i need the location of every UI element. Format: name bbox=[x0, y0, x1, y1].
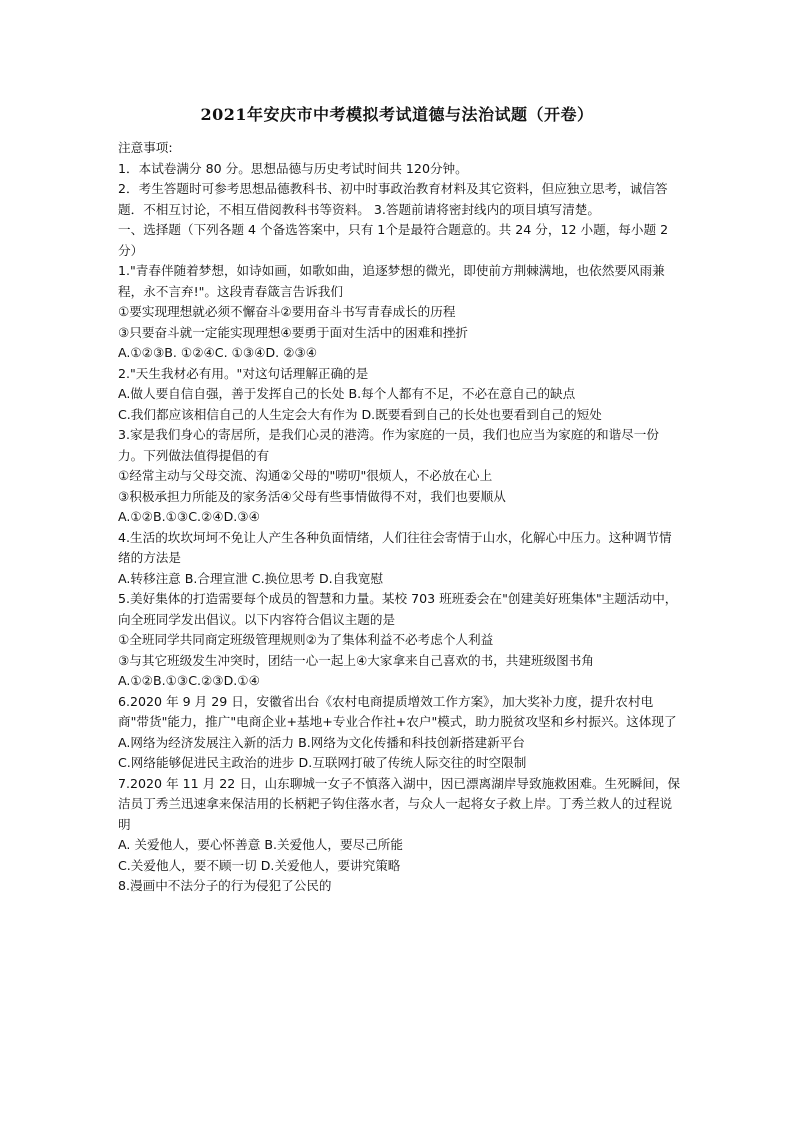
question-options: C.我们都应该相信自己的人生定会大有作为 D.既要看到自己的长处也要看到自己的短处 bbox=[118, 406, 602, 422]
notice-heading: 注意事项: bbox=[118, 140, 173, 155]
question-statement: ①全班同学共同商定班级管理规则②为了集体利益不必考虑个人利益 bbox=[118, 632, 494, 647]
question-stem: 6.2020 年 9 月 29 日，安徽省出台《农村电商提质增效工作方案》，加大奖补力度，提升农村电商"带货"能力，推广"电商企业+基地+专业合作社+农户"模式，助力脱贫攻坚和乡村振兴。这体现了 bbox=[118, 693, 677, 729]
question-statement: ③只要奋斗就一定能实现理想④要勇于面对生活中的困难和挫折 bbox=[118, 324, 469, 340]
question-options: C.关爱他人，要不顾一切 D.关爱他人，要讲究策略 bbox=[118, 857, 401, 873]
question-options: A.①②B.①③C.②③D.①④ bbox=[118, 673, 260, 688]
question-statement: ①经常主动与父母交流、沟通②父母的"唠叨"很烦人，不必放在心上 bbox=[118, 468, 493, 483]
section-heading: 一、选择题（下列各题 4 个备选答案中，只有 1个是最符合题意的。共 24 分，12 小题，每小题 2分） bbox=[118, 222, 669, 258]
question-options: A.①②③B. ①②④C. ①③④D. ②③④ bbox=[118, 345, 318, 360]
question-statement: ①要实现理想就必须不懈奋斗②要用奋斗书写青春成长的历程 bbox=[118, 304, 456, 319]
question-options: A.做人要自信自强，善于发挥自己的长处 B.每个人都有不足，不必在意自己的缺点 bbox=[118, 386, 576, 401]
question-stem: 4.生活的坎坎坷坷不免让人产生各种负面情绪，人们往往会寄情于山水，化解心中压力。这种调节情绪的方法是 bbox=[118, 529, 672, 565]
question-options: A.转移注意 B.合理宣泄 C.换位思考 D.自我宽慰 bbox=[118, 570, 384, 586]
question-options: C.网络能够促进民主政治的进步 D.互联网打破了传统人际交往的时空限制 bbox=[118, 755, 527, 770]
notice-item: 1．本试卷满分 80 分。思想品德与历史考试时间共 120分钟。 bbox=[118, 160, 468, 176]
question-options: A.网络为经济发展注入新的活力 B.网络为文化传播和科技创新搭建新平台 bbox=[118, 734, 525, 750]
question-stem: 5.美好集体的打造需要每个成员的智慧和力量。某校 703 班班委会在"创建美好班集体"主题活动中，向全班同学发出倡议。以下内容符合倡议主题的是 bbox=[118, 591, 678, 627]
question-stem: 7.2020 年 11 月 22 日，山东聊城一女子不慎落入湖中，因已漂离湖岸导致施救困难。生死瞬间，保洁员丁秀兰迅速拿来保洁用的长柄耙子钩住落水者，与众人一起将女子救上岸。丁秀兰救人的过程说明 bbox=[118, 775, 681, 832]
question-stem: 1."青春伴随着梦想，如诗如画，如歌如曲，追逐梦想的微光，即使前方荆棘满地，也依然要风雨兼程，永不言弃!"。这段青春箴言告诉我们 bbox=[118, 263, 665, 299]
question-options: A.①②B.①③C.②④D.③④ bbox=[118, 509, 260, 524]
question-stem: 2."天生我材必有用。"对这句话理解正确的是 bbox=[118, 365, 369, 381]
question-stem: 3.家是我们身心的寄居所，是我们心灵的港湾。作为家庭的一员，我们也应当为家庭的和谐尽一份力。下列做法值得提倡的有 bbox=[118, 427, 659, 463]
exam-content bbox=[118, 138, 682, 897]
question-statement: ③积极承担力所能及的家务活④父母有些事情做得不对，我们也要顺从 bbox=[118, 488, 506, 504]
question-statement: ③与其它班级发生冲突时，团结一心一起上④大家拿来自己喜欢的书，共建班级图书角 bbox=[118, 652, 594, 668]
question-stem: 8.漫画中不法分子的行为侵犯了公民的 bbox=[118, 878, 332, 893]
question-options: A. 关爱他人，要心怀善意 B.关爱他人，要尽己所能 bbox=[118, 837, 403, 852]
exam-title: 2021年安庆市中考模拟考试道德与法治试题（开卷） bbox=[200, 105, 594, 124]
notice-item: 2．考生答题时可参考思想品德教科书、初中时事政治教育材料及其它资料，但应独立思考，诚信答题．不相互讨论，不相互借阅教科书等资料。 3.答题前请将密封线内的项目填写清楚。 bbox=[118, 181, 668, 217]
